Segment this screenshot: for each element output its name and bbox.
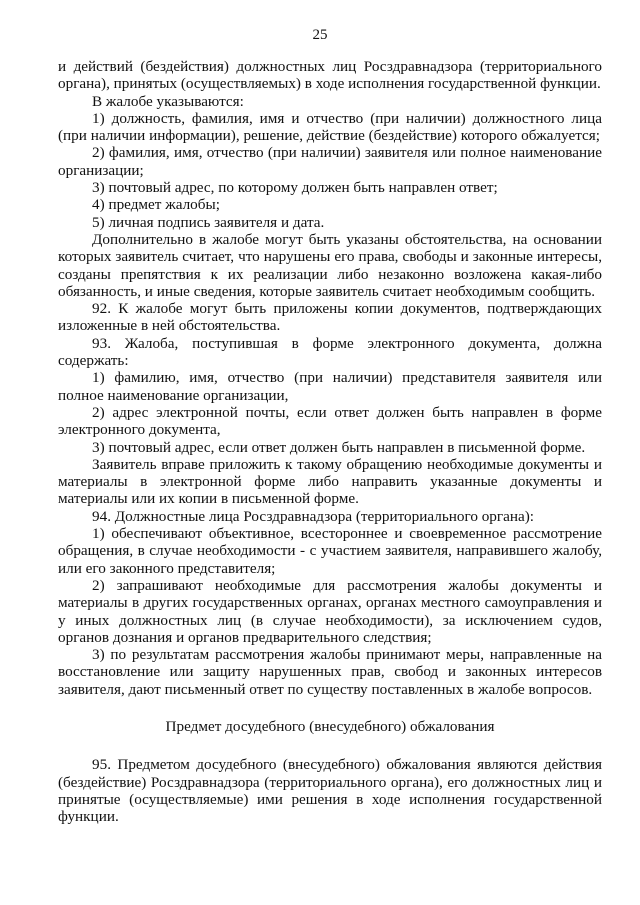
page-number: 25: [312, 27, 328, 43]
list-item-postal-address: 3) почтовый адрес, по которому должен быть направлен ответ;: [92, 179, 498, 197]
paragraph-attachments: Заявитель вправе приложить к такому обращению необходимые документы и материалы в электронной форме либо направить указанные документы и материалы или их копии в письменной форме.: [58, 455, 602, 508]
list-item-complaint-subject: 4) предмет жалобы;: [92, 196, 220, 214]
document-body: [58, 58, 602, 825]
list-item-applicant-name: 2) фамилия, имя, отчество (при наличии) заявителя или полное наименование организации;: [58, 144, 602, 179]
list-item-request-documents: 2) запрашивают необходимые для рассмотрения жалобы документы и материалы в других государственных органах, органах местного самоуправления и у иных должностных лиц (в случае необходимости), за исключением судов, органов дознания и органов предварительного следствия;: [58, 576, 602, 646]
list-item-take-measures: 3) по результатам рассмотрения жалобы принимают меры, направленные на восстановление или защиту нарушенных прав, свобод и законных интересов заявителя, дают письменный ответ по существу поставленных в жалобе вопросов.: [58, 646, 602, 698]
paragraph-additional-circumstances: Дополнительно в жалобе могут быть указаны обстоятельства, на основании которых заявитель считает, что нарушены его права, свободы и законные интересы, созданы препятствия к их реализации либо незаконно возложена какая-либо обязанность, и иные сведения, которые заявитель считает необходимым сообщить.: [58, 230, 602, 300]
paragraph-complaint-contents-intro: В жалобе указываются:: [92, 92, 244, 110]
paragraph-95: 95. Предметом досудебного (внесудебного) обжалования являются действия (бездействие) Росздравнадзора (территориального органа), его должностных лиц и принятые (осуществляемые) ими решения в ходе исполнения государственной функции.: [58, 756, 602, 826]
list-item-signature-date: 5) личная подпись заявителя и дата.: [92, 213, 325, 231]
list-item-ensure-review: 1) обеспечивают объективное, всестороннее и своевременное рассмотрение обращения, в случае необходимости - с участием заявителя, направившего жалобу, или его законного представителя;: [58, 525, 602, 577]
list-item-postal-address-written: 3) почтовый адрес, если ответ должен быть направлен в письменной форме.: [92, 438, 586, 456]
list-item-representative-name: 1) фамилию, имя, отчество (при наличии) представителя заявителя или полное наименование организации,: [58, 369, 602, 404]
list-item-official-position: 1) должность, фамилия, имя и отчество (при наличии) должностного лица (при наличии информации), решение, действие (бездействие) которого обжалуется;: [58, 109, 602, 145]
paragraph-94: 94. Должностные лица Росздравнадзора (территориального органа):: [92, 507, 535, 525]
section-heading: Предмет досудебного (внесудебного) обжалования: [165, 717, 495, 735]
paragraph-93: 93. Жалоба, поступившая в форме электронного документа, должна содержать:: [58, 334, 602, 370]
paragraph-continuation: и действий (бездействия) должностных лиц Росздравнадзора (территориального органа), принятых (осуществляемых) в ходе исполнения государственной функции.: [58, 58, 602, 93]
list-item-email-address: 2) адрес электронной почты, если ответ должен быть направлен в форме электронного документа,: [58, 403, 602, 439]
paragraph-92: 92. К жалобе могут быть приложены копии документов, подтверждающих изложенные в ней обстоятельства.: [58, 300, 602, 335]
